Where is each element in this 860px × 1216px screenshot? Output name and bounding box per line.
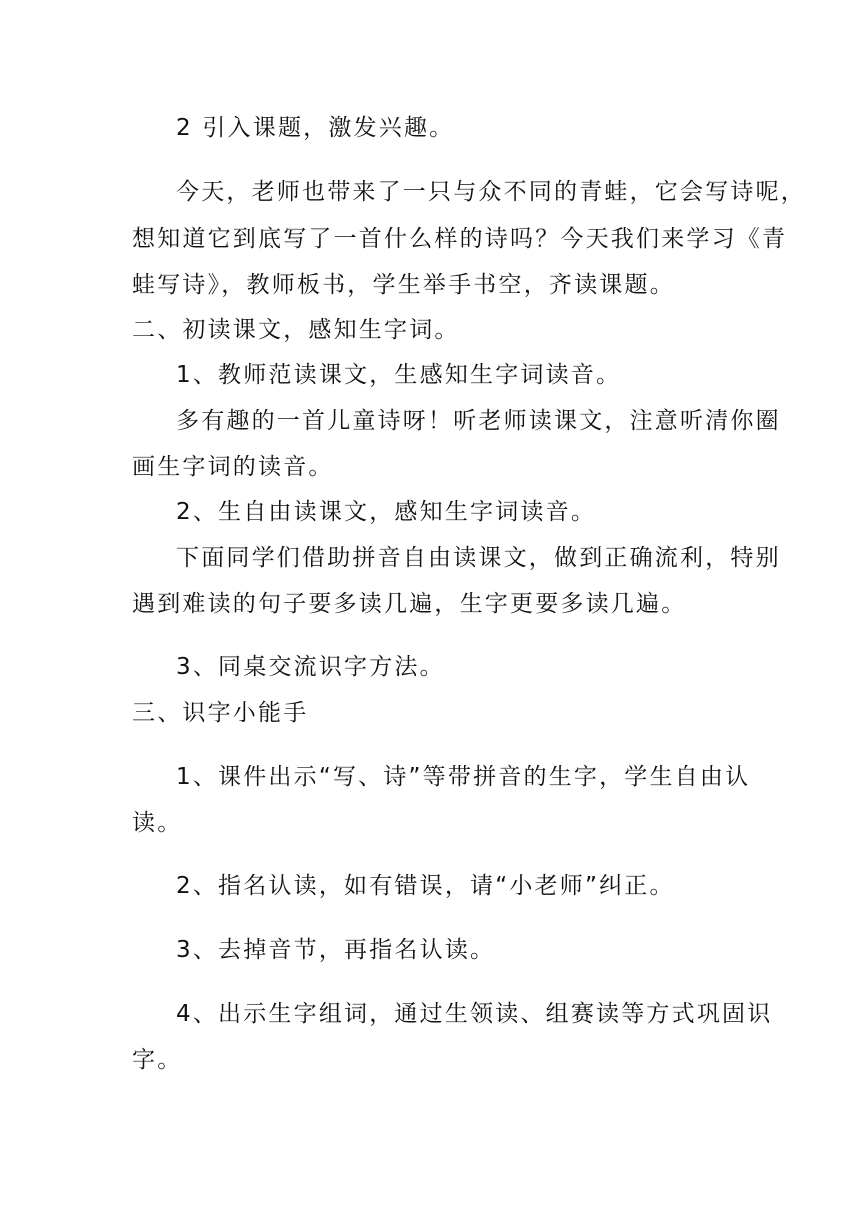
task-show-characters-line-2: 读。 <box>132 810 183 836</box>
section-heading-3: 三、识字小能手 <box>132 700 309 726</box>
paragraph-pinyin-line-1: 下面同学们借助拼音自由读课文，做到正确流利，特别 <box>176 545 781 571</box>
task-show-characters-line-1: 1、课件出示“写、诗”等带拼音的生字，学生自由认 <box>176 764 751 790</box>
paragraph-frog-line-2: 想知道它到底写了一首什么样的诗吗？今天我们来学习《青 <box>132 226 788 252</box>
step-free-reading: 2、生自由读课文，感知生字词读音。 <box>176 499 597 525</box>
paragraph-pinyin-line-2: 遇到难读的句子要多读几遍，生字更要多读几遍。 <box>132 591 687 617</box>
paragraph-frog-line-1: 今天，老师也带来了一只与众不同的青蛙，它会写诗呢， <box>176 179 806 205</box>
task-name-reading: 2、指名认读，如有错误，请“小老师”纠正。 <box>176 873 675 899</box>
step-desk-mate: 3、同桌交流识字方法。 <box>176 654 445 680</box>
paragraph-poem-line-2: 画生字词的读音。 <box>132 454 334 480</box>
task-word-groups-line-1: 4、出示生字组词，通过生领读、组赛读等方式巩固识 <box>176 1001 773 1027</box>
paragraph-intro-topic: 2 引入课题，激发兴趣。 <box>176 115 455 141</box>
paragraph-frog-line-3: 蛙写诗》，教师板书，学生举手书空，齐读课题。 <box>132 272 675 298</box>
task-remove-syllables: 3、去掉音节，再指名认读。 <box>176 937 496 963</box>
paragraph-poem-line-1: 多有趣的一首儿童诗呀！听老师读课文，注意听清你圈 <box>176 408 781 434</box>
section-heading-2: 二、初读课文，感知生字词。 <box>132 317 460 343</box>
task-word-groups-line-2: 字。 <box>132 1047 183 1073</box>
step-teacher-reads: 1、教师范读课文，生感知生字词读音。 <box>176 362 622 388</box>
